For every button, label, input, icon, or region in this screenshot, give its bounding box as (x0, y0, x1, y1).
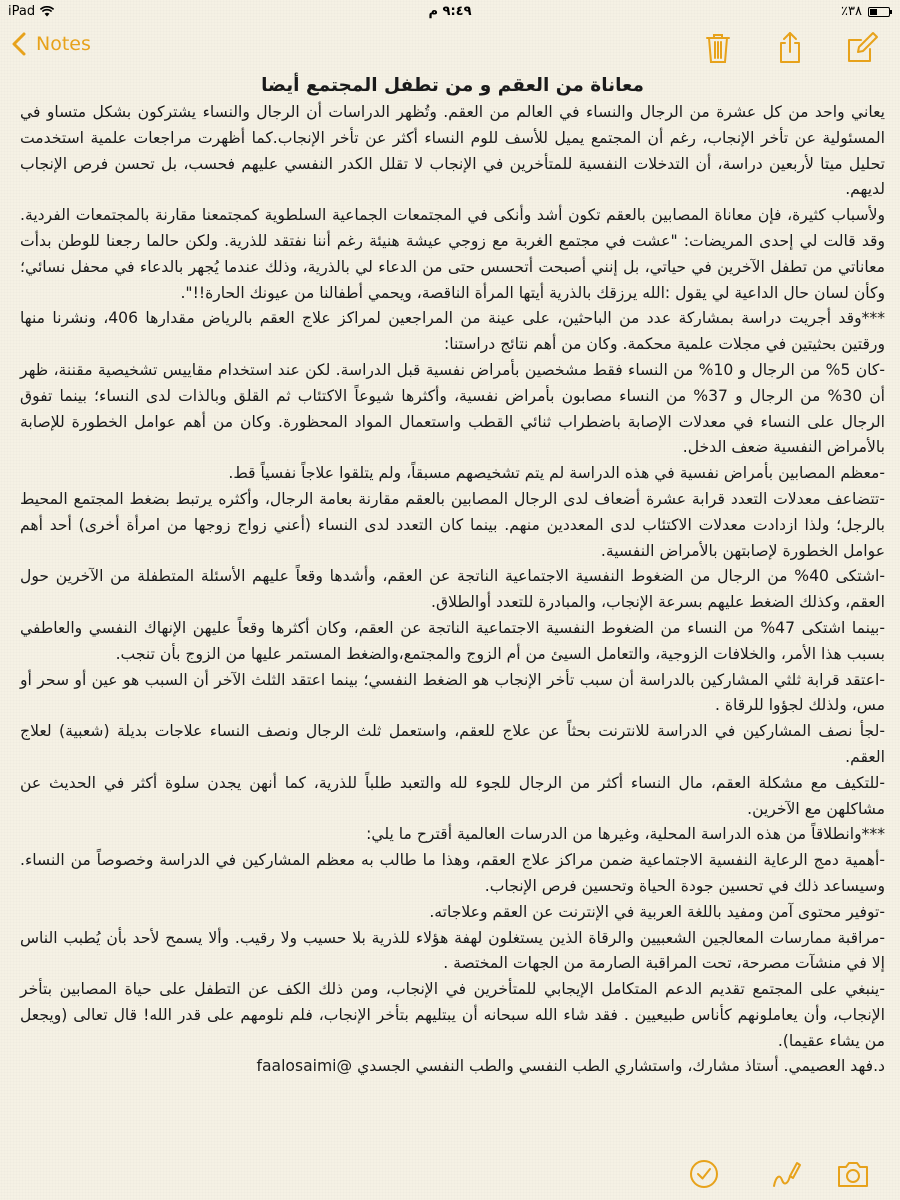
compose-icon[interactable] (844, 30, 880, 66)
share-icon[interactable] (772, 30, 808, 66)
note-paragraph: -بينما اشتكى 47% من النساء من الضغوط النفسية الاجتماعية الناتجة عن العقم، وكان أكثرها وقعاً عليهن الإنهاك النفسي والعاطفي بسبب هذا الأمر، والخلافات الزوجية، والتعامل السيئ من أم الزوج والمجتمع،والضغط المستمر عليها من الزوج بأن تنجب. (20, 618, 885, 663)
battery-percent: ٪٣٨ (841, 4, 862, 19)
note-paragraph: -معظم المصابين بأمراض نفسية في هذه الدراسة لم يتم تشخيصهم مسبقاً، ولم يتلقوا علاجاً نفسياً قط. (228, 464, 885, 483)
note-paragraph: -توفير محتوى آمن ومفيد باللغة العربية في الإنترنت عن العقم وعلاجاته. (429, 902, 885, 921)
back-button[interactable] (12, 32, 91, 56)
bottom-toolbar (0, 1148, 900, 1200)
note-paragraph: -كان 5% من الرجال و 10% من النساء فقط مشخصين بأمراض نفسية قبل الدراسة. لكن عند استخدام مقاييس تشخيصية مقننة، ظهر أن 30% من الرجال و 37% من النساء مصابون بأمراض نفسية، وأكثرها شيوعاً الاكتئاب ثم القلق وبالذات لدى النساء؛ بينما تفوق الرجال على النساء في معدلات الإصابة باضطراب ثنائي القطب واستعمال المواد المحظورة. وكان من أهم عوامل الخطورة للإصابة بالأمراض النفسية ضعف الدخل. (20, 360, 886, 457)
nav-bar (0, 22, 900, 74)
note-paragraph: ***وقد أجريت دراسة بمشاركة عدد من الباحثين، على عينة من المراجعين لمراكز علاج العقم بالرياض مقدارها 406، ونشرنا منها ورقتين بحثيتين في مجلات علمية محكمة. وكان من أهم نتائج دراستنا: (20, 309, 885, 354)
battery-icon (868, 7, 890, 17)
note-paragraph: -ينبغي على المجتمع تقديم الدعم المتكامل الإيجابي للمتأخرين في الإنجاب، ومن ذلك الكف عن التطفل على حياة المصابين بتأخر الإنجاب، وأن يعاملونهم كأناس طبيعيين . فقد شاء الله سبحانه أن يبتليهم بتأخر الإنجاب، فلم نلومهم على قدر الله! قال تعالى (ويجعل من يشاء عقيما). (20, 980, 885, 1050)
camera-icon[interactable] (836, 1158, 870, 1190)
note-paragraph: -أهمية دمج الرعاية النفسية الاجتماعية ضمن مراكز علاج العقم، وهذا ما طالب به معظم المشاركين في الدراسة وخصوصاً من النساء. وسيساعد ذلك في تحسين جودة الحياة وتحسين فرص الإنجاب. (20, 851, 885, 895)
note-content[interactable] (20, 74, 885, 1154)
note-paragraph: يعاني واحد من كل عشرة من الرجال والنساء في العالم من العقم. وتُظهر الدراسات أن الرجال والنساء يشتركون بشكل متساو في المسئولية عن تأخر الإنجاب، رغم أن المجتمع يميل للأسف للوم النساء أكثر عن تأخر الإنجاب.كما أظهرت مراجعات علمية استخدمت تحليل ميتا لأربعين دراسة، أن التدخلات النفسية للمتأخرين في الإنجاب لا تقلل الكدر النفسي عليهم فحسب، بل تحسن فرص الإنجاب لديهم. (20, 103, 885, 199)
note-body (20, 100, 885, 1080)
note-paragraph: -للتكيف مع مشكلة العقم، مال النساء أكثر من الرجال للجوء لله والتعبد طلباً للذرية، كما أنهن يجدن سلوة أكثر في الحديث عن مشاكلهن مع الآخرين. (20, 773, 885, 818)
sketch-icon[interactable] (770, 1158, 802, 1190)
note-signature: د.فهد العصيمي. أستاذ مشارك، واستشاري الطب النفسي والطب النفسي الجسدي @faalosaimi (256, 1057, 885, 1076)
note-paragraph: -اشتكى 40% من الرجال من الضغوط النفسية الاجتماعية الناتجة عن العقم، وأشدها وقعاً عليهم الأسئلة المتطفلة من الآخرين حول العقم، وكذلك الضغط عليهم بسرعة الإنجاب، والمبادرة للتعدد أوالطلاق. (20, 567, 885, 612)
note-paragraph: ***وانطلاقاً من هذه الدراسة المحلية، وغيرها من الدرسات العالمية أقترح ما يلي: (366, 825, 885, 844)
note-paragraph: -اعتقد قرابة ثلثي المشاركين بالدراسة أن سبب تأخر الإنجاب هو الضغط النفسي؛ بينما اعتقد الثلث الآخر أن السبب هو عين أو سحر أو مس، ولذلك لجؤوا للرقاة . (20, 670, 885, 715)
battery-fill (870, 9, 877, 15)
nav-actions (700, 30, 880, 66)
note-paragraph: -لجأ نصف المشاركين في الدراسة للانترنت بحثاً عن علاج للعقم، واستعمل ثلث الرجال ونصف النساء علاجات بديلة (شعبية) لعلاج العقم. (20, 722, 885, 766)
note-paragraph: -مراقبة ممارسات المعالجين الشعبيين والرقاة الذين يستغلون لهفة هؤلاء للذرية بلا حسيب ولا رقيب. وألا يسمح لأحد بأن يُطبب الناس إلا في منشآت مصرحة، تحت المراقبة الصارمة من الجهات المختصة . (20, 928, 885, 973)
note-title: معاناة من العقم و من تطفل المجتمع أيضا (261, 75, 644, 96)
status-time: ٩:٤٩ م (428, 4, 472, 19)
checklist-icon[interactable] (688, 1158, 720, 1190)
note-paragraph: ولأسباب كثيرة، فإن معاناة المصابين بالعقم تكون أشد وأنكى في المجتمعات الجماعية السلطوية كمجتمعنا مقارنة بالمجتمعات الفردية. وقد قالت لي إحدى المريضات: "عشت في مجتمع الغربة مع زوجي عيشة هنيئة رغم أننا نفتقد للذرية. ولكن حالما رجعنا للوطن بدأت معاناتي من تطفل الآخرين في حياتي، بل إنني أصبحت أتحسس حتى من الدعاء لي بالذرية، وذلك عندما يُجهر بالدعاء في محفل نسائي؛ وكأن لسان حال الداعية لي يقول :الله يرزقك بالذرية أيتها المرأة الناقصة، ويحمي أطفالنا من عيونك الحارة!!". (20, 206, 885, 302)
status-bar (0, 0, 900, 22)
device-label: iPad (8, 4, 36, 19)
chevron-left-icon (12, 32, 26, 56)
status-right (841, 4, 890, 19)
trash-icon[interactable] (700, 30, 736, 66)
note-paragraph: -تتضاعف معدلات التعدد قرابة عشرة أضعاف لدى الرجال المصابين بالعقم مقارنة بعامة الرجال، وأكثره يرتبط بضغط المجتمع المحيط بالرجل؛ ولذا ازدادت معدلات الاكتئاب لدى المعددين منهم. بينما كان التعدد لدى النساء (أعني زواج زوجها من امرأة أخرى) أحد أهم عوامل الخطورة لإصابتهن بالأمراض النفسية. (20, 489, 885, 560)
back-label: Notes (36, 33, 91, 55)
